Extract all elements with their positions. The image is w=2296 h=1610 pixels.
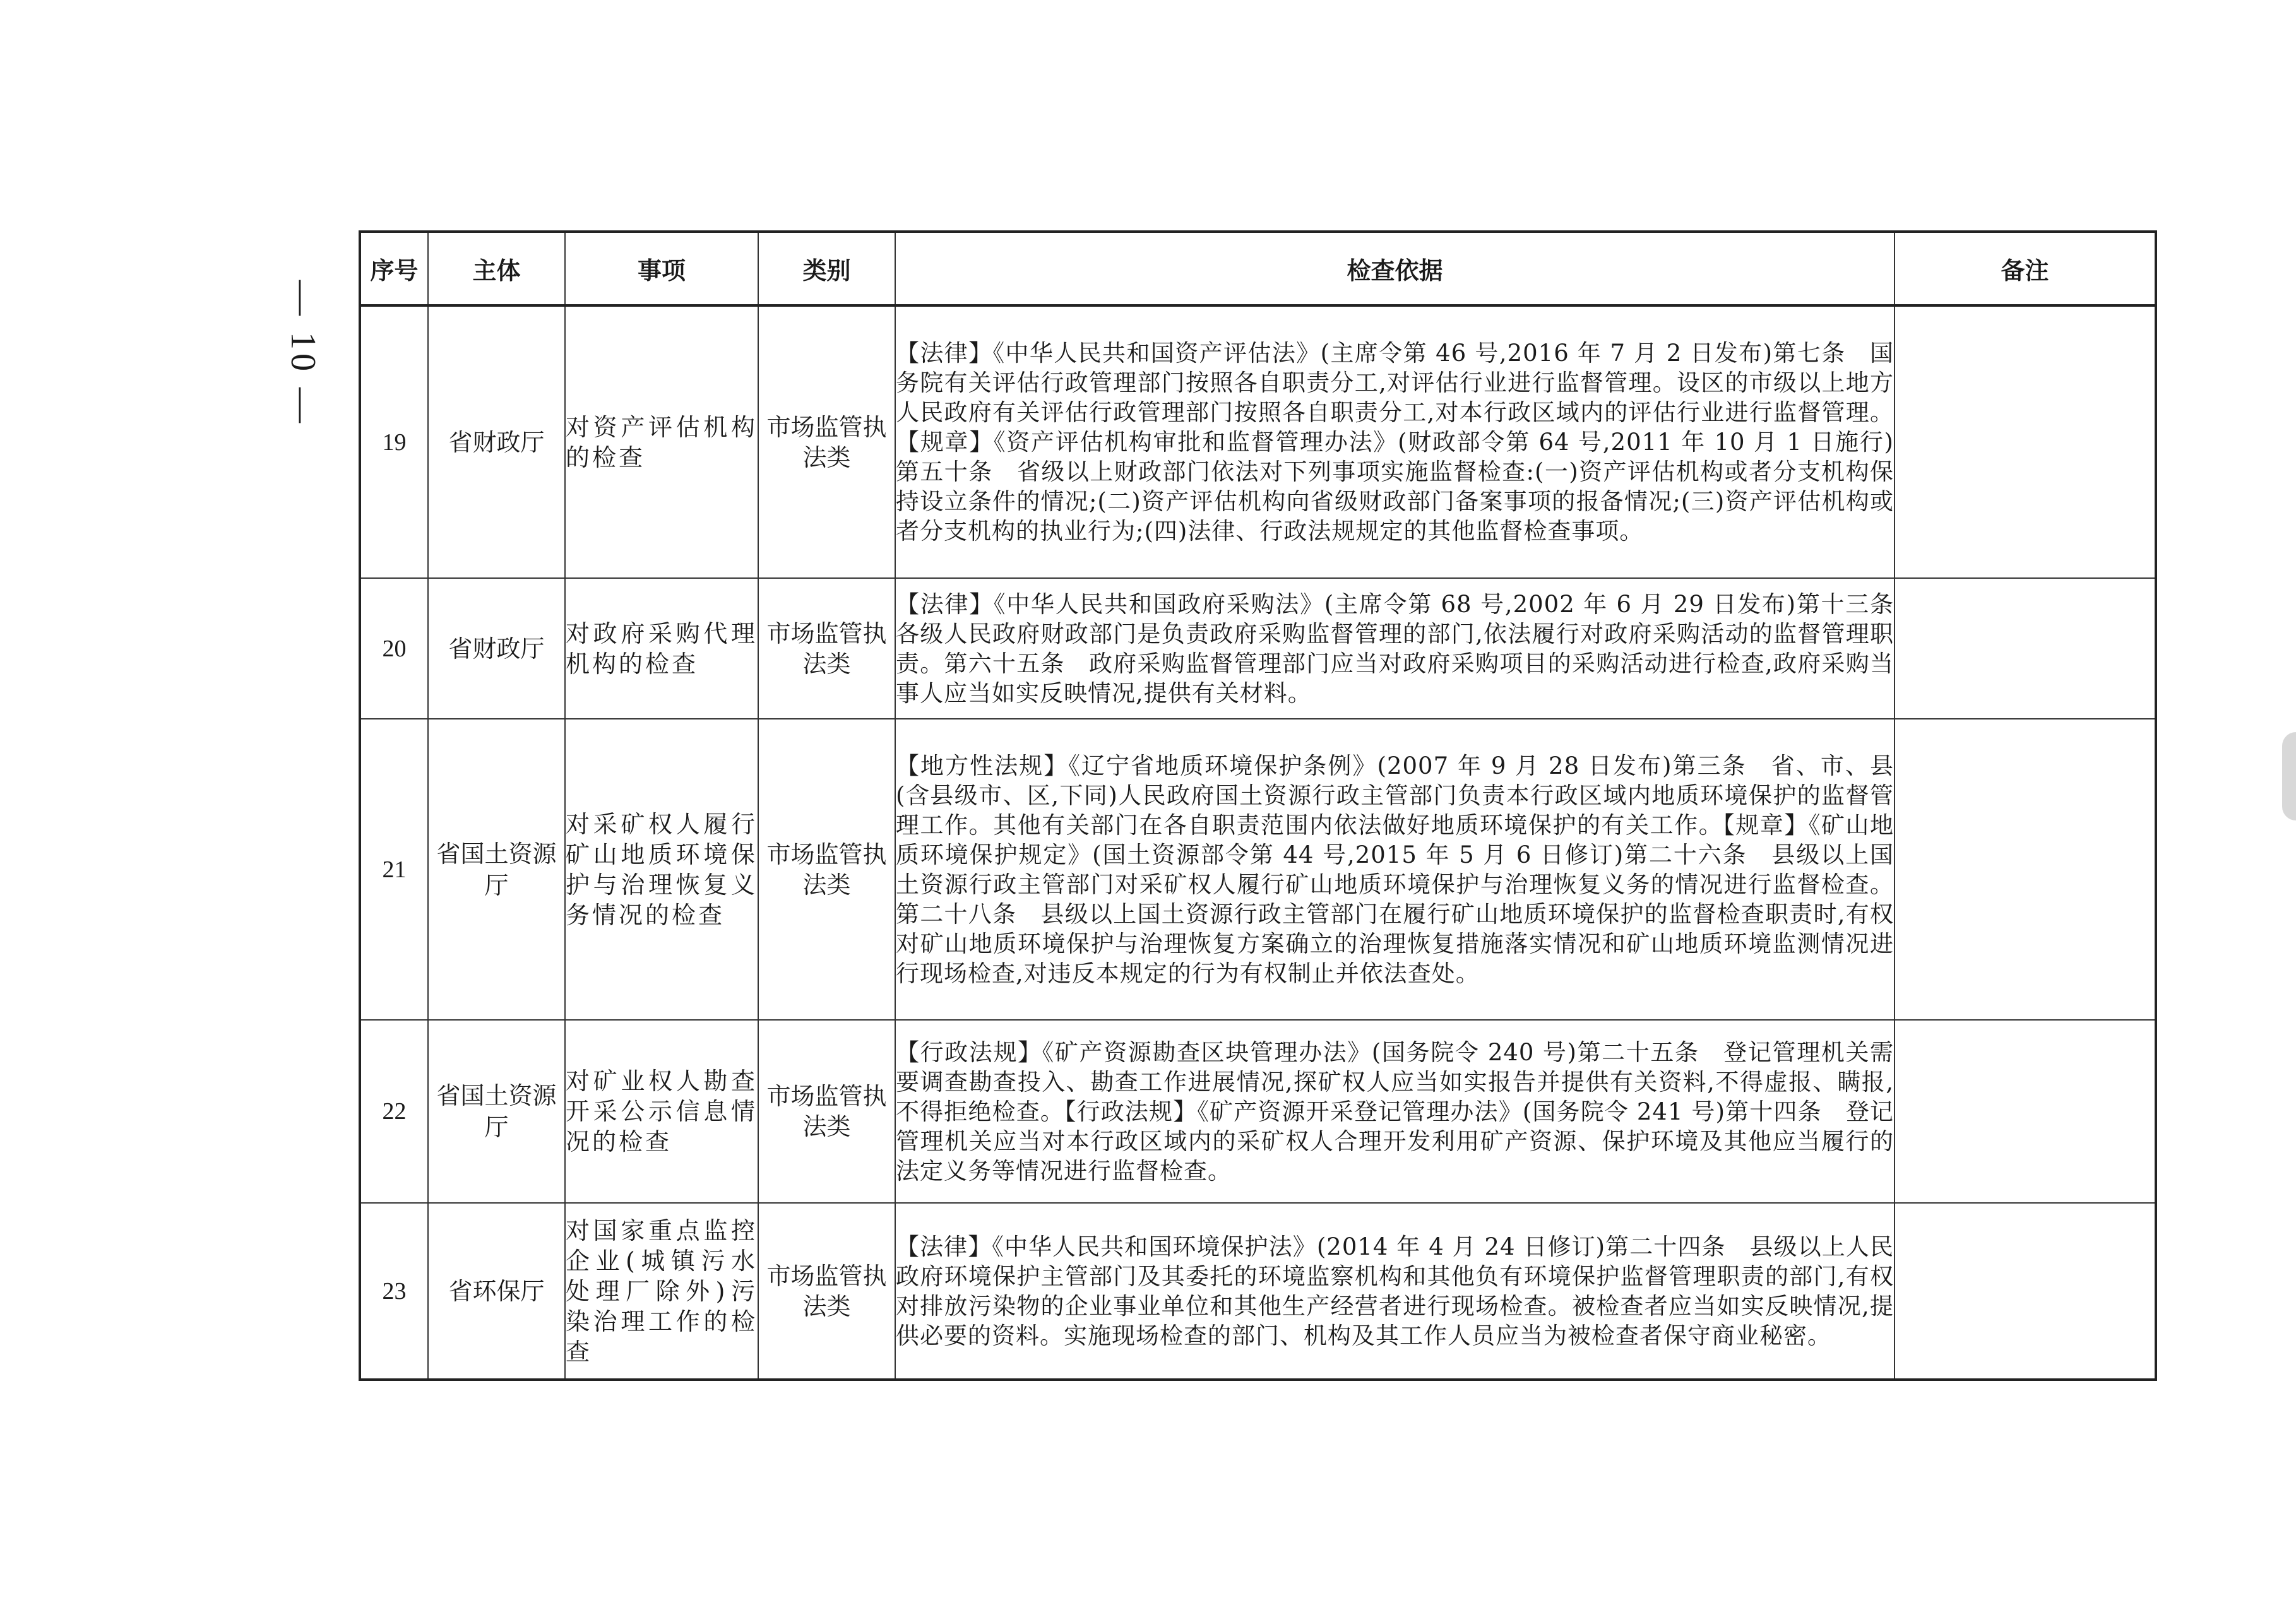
row-basis: 【法律】《中华人民共和国环境保护法》(2014 年 4 月 24 日修订)第二十四条 县级以上人民政府环境保护主管部门及其委托的环境监察机构和其他负有环境保护监督管理职责的部门,有权对排放污染物的企业事业单位和其他生产经营者进行现场检查。被检查者应当如实反映情况,提供必要的资料。实施现场检查的部门、机构及其工作人员应当为被检查者保守商业秘密。 bbox=[895, 1203, 1894, 1380]
table-row bbox=[360, 578, 2156, 719]
row-remark bbox=[1894, 305, 2156, 578]
row-category: 市场监管执法类 bbox=[758, 1203, 895, 1380]
header-remark: 备注 bbox=[1894, 232, 2156, 305]
row-remark bbox=[1894, 1020, 2156, 1203]
row-subject: 省财政厅 bbox=[428, 305, 565, 578]
row-item: 对国家重点监控企业(城镇污水处理厂除外)污染治理工作的检查 bbox=[565, 1203, 758, 1380]
row-item: 对采矿权人履行矿山地质环境保护与治理恢复义务情况的检查 bbox=[565, 719, 758, 1020]
row-index: 19 bbox=[360, 305, 428, 578]
header-subject: 主体 bbox=[428, 232, 565, 305]
scan-edge-mark bbox=[2282, 732, 2296, 820]
table-row bbox=[360, 1020, 2156, 1203]
header-item: 事项 bbox=[565, 232, 758, 305]
row-category: 市场监管执法类 bbox=[758, 305, 895, 578]
row-remark bbox=[1894, 1203, 2156, 1380]
row-category: 市场监管执法类 bbox=[758, 578, 895, 719]
row-subject: 省国土资源厅 bbox=[428, 719, 565, 1020]
inspection-table bbox=[359, 230, 2157, 1381]
row-remark bbox=[1894, 578, 2156, 719]
header-index: 序号 bbox=[360, 232, 428, 305]
row-category: 市场监管执法类 bbox=[758, 719, 895, 1020]
header-basis: 检查依据 bbox=[895, 232, 1894, 305]
table-row bbox=[360, 719, 2156, 1020]
row-item: 对政府采购代理机构的检查 bbox=[565, 578, 758, 719]
row-index: 22 bbox=[360, 1020, 428, 1203]
row-basis: 【法律】《中华人民共和国资产评估法》(主席令第 46 号,2016 年 7 月 2 日发布)第七条 国务院有关评估行政管理部门按照各自职责分工,对评估行业进行监督管理。设区的市级以上地方人民政府有关评估行政管理部门按照各自职责分工,对本行政区域内的评估行业进行监督管理。【规章】《资产评估机构审批和监督管理办法》(财政部令第 64 号,2011 年 10 月 1 日施行)第五十条 省级以上财政部门依法对下列事项实施监督检查:(一)资产评估机构或者分支机构保持设立条件的情况;(二)资产评估机构向省级财政部门备案事项的报备情况;(三)资产评估机构或者分支机构的执业行为;(四)法律、行政法规规定的其他监督检查事项。 bbox=[895, 305, 1894, 578]
row-category: 市场监管执法类 bbox=[758, 1020, 895, 1203]
row-index: 21 bbox=[360, 719, 428, 1020]
header-row bbox=[360, 232, 2156, 305]
page-number: — 10 — bbox=[283, 280, 323, 427]
row-subject: 省国土资源厅 bbox=[428, 1020, 565, 1203]
table-row bbox=[360, 1203, 2156, 1380]
row-basis: 【地方性法规】《辽宁省地质环境保护条例》(2007 年 9 月 28 日发布)第三条 省、市、县(含县级市、区,下同)人民政府国土资源行政主管部门负责本行政区域内地质环境保护的监督管理工作。其他有关部门在各自职责范围内依法做好地质环境保护的有关工作。【规章】《矿山地质环境保护规定》(国土资源部令第 44 号,2015 年 5 月 6 日修订)第二十六条 县级以上国土资源行政主管部门对采矿权人履行矿山地质环境保护与治理恢复义务的情况进行监督检查。第二十八条 县级以上国土资源行政主管部门在履行矿山地质环境保护的监督检查职责时,有权对矿山地质环境保护与治理恢复方案确立的治理恢复措施落实情况和矿山地质环境监测情况进行现场检查,对违反本规定的行为有权制止并依法查处。 bbox=[895, 719, 1894, 1020]
row-basis: 【法律】《中华人民共和国政府采购法》(主席令第 68 号,2002 年 6 月 29 日发布)第十三条 各级人民政府财政部门是负责政府采购监督管理的部门,依法履行对政府采购活动的监督管理职责。第六十五条 政府采购监督管理部门应当对政府采购项目的采购活动进行检查,政府采购当事人应当如实反映情况,提供有关材料。 bbox=[895, 578, 1894, 719]
row-item: 对矿业权人勘查开采公示信息情况的检查 bbox=[565, 1020, 758, 1203]
header-category: 类别 bbox=[758, 232, 895, 305]
row-basis: 【行政法规】《矿产资源勘查区块管理办法》(国务院令 240 号)第二十五条 登记管理机关需要调查勘查投入、勘查工作进展情况,探矿权人应当如实报告并提供有关资料,不得虚报、瞒报,不得拒绝检查。【行政法规】《矿产资源开采登记管理办法》(国务院令 241 号)第十四条 登记管理机关应当对本行政区域内的采矿权人合理开发利用矿产资源、保护环境及其他应当履行的法定义务等情况进行监督检查。 bbox=[895, 1020, 1894, 1203]
row-item: 对资产评估机构的检查 bbox=[565, 305, 758, 578]
row-index: 20 bbox=[360, 578, 428, 719]
table-row bbox=[360, 305, 2156, 578]
row-subject: 省环保厅 bbox=[428, 1203, 565, 1380]
row-index: 23 bbox=[360, 1203, 428, 1380]
row-subject: 省财政厅 bbox=[428, 578, 565, 719]
row-remark bbox=[1894, 719, 2156, 1020]
